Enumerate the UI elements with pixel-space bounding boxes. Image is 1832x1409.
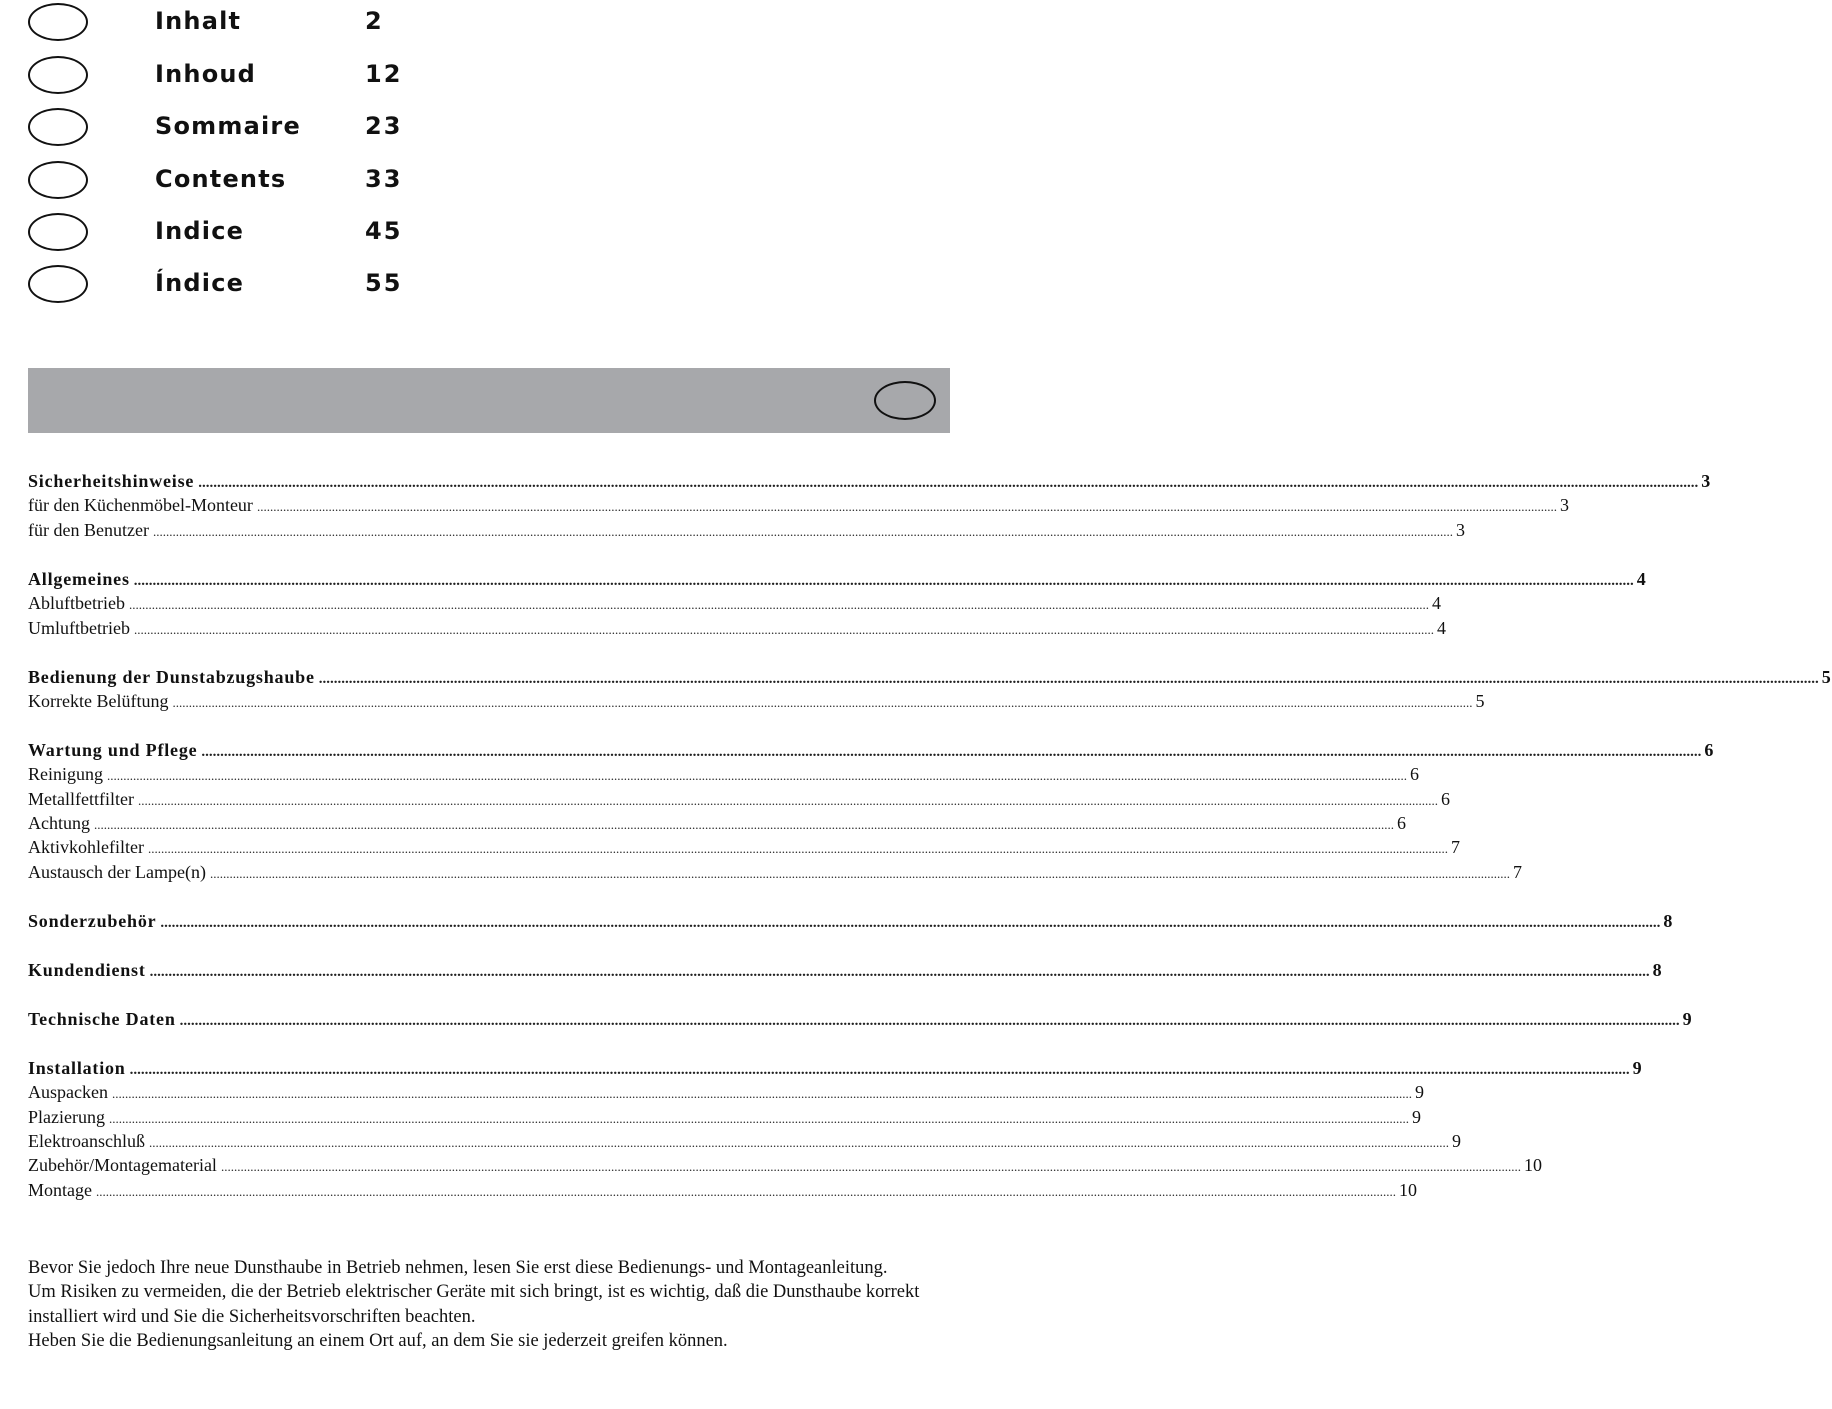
dot-leader: ................................................................................................................................................................................................................................................................................................................................................................................................................: [179, 1012, 1680, 1029]
dot-leader: ................................................................................................................................................................................................................................................................................................................................................................................................................: [111, 1086, 1412, 1102]
dot-leader: ................................................................................................................................................................................................................................................................................................................................................................................................................: [129, 1061, 1630, 1078]
language-contents-title: Indice: [155, 217, 245, 245]
toc-subentry-row: [28, 616, 1446, 640]
toc-heading-row: [28, 738, 1715, 762]
intro-text: [28, 1256, 948, 1354]
toc-subentry-row: [28, 1129, 1461, 1153]
toc-heading-row: [28, 1056, 1643, 1080]
toc-subentry-row: [28, 860, 1522, 884]
toc-page-number: 4: [1431, 593, 1441, 614]
dot-leader: ................................................................................................................................................................................................................................................................................................................................................................................................................: [107, 768, 1407, 784]
language-start-page: 33: [365, 165, 403, 193]
dot-leader: ................................................................................................................................................................................................................................................................................................................................................................................................................: [147, 841, 1448, 857]
language-row: [28, 56, 448, 96]
toc-subentry-row: [28, 1178, 1417, 1202]
dot-leader: ................................................................................................................................................................................................................................................................................................................................................................................................................: [318, 670, 1819, 687]
toc-heading-row: [28, 1007, 1693, 1031]
toc-entry-label: Technische Daten: [28, 1008, 176, 1029]
language-start-page: 12: [365, 60, 403, 88]
language-contents-title: Sommaire: [155, 112, 301, 140]
language-start-page: 23: [365, 112, 403, 140]
language-badge-oval: [28, 213, 88, 251]
language-row: [28, 161, 448, 201]
language-badge-oval: [28, 108, 88, 146]
dot-leader: ................................................................................................................................................................................................................................................................................................................................................................................................................: [108, 1110, 1409, 1126]
toc-section: [28, 738, 1715, 884]
toc-page-number: 5: [1821, 666, 1832, 687]
toc-entry-label: Wartung und Pflege: [28, 739, 198, 760]
language-start-page: 45: [365, 217, 403, 245]
toc-page-number: 3: [1455, 519, 1465, 540]
intro-paragraph: Um Risiken zu vermeiden, die der Betrieb elektrischer Geräte mit sich bringt, ist es wichtig, daß die Dunsthaube korrekt installiert wird und Sie die Sicherheitsvorschriften beachten.: [28, 1282, 920, 1327]
dot-leader: ................................................................................................................................................................................................................................................................................................................................................................................................................: [152, 523, 1453, 539]
toc-page-number: 9: [1411, 1106, 1421, 1127]
toc-entry-label: Kundendienst: [28, 959, 146, 980]
toc-page-number: 6: [1410, 764, 1419, 785]
toc-entry-label: Sicherheitshinweise: [28, 471, 195, 491]
toc-section: [28, 469, 1712, 542]
toc-entry-label: für den Benutzer: [28, 519, 149, 540]
toc-page-number: 10: [1398, 1179, 1417, 1200]
language-contents-title: Inhoud: [155, 60, 257, 88]
language-badge-oval: [28, 161, 88, 199]
toc-section: [28, 567, 1647, 640]
language-badge-oval: [874, 381, 936, 420]
toc-subentry-row: [28, 762, 1419, 786]
toc-entry-label: Zubehör/Montagematerial: [28, 1155, 217, 1176]
language-start-page: 2: [365, 7, 384, 35]
intro-paragraph: Bevor Sie jedoch Ihre neue Dunsthaube in Betrieb nehmen, lesen Sie erst diese Bedienungs- und Montageanleitung.: [28, 1258, 888, 1278]
toc-entry-label: Achtung: [28, 813, 90, 834]
dot-leader: ................................................................................................................................................................................................................................................................................................................................................................................................................: [209, 865, 1510, 881]
toc-heading-row: [28, 665, 1832, 689]
dot-leader: ................................................................................................................................................................................................................................................................................................................................................................................................................: [95, 1183, 1396, 1199]
toc-subentry-row: [28, 1080, 1424, 1104]
language-row: [28, 3, 448, 43]
dot-leader: ................................................................................................................................................................................................................................................................................................................................................................................................................: [148, 1134, 1449, 1150]
language-badge-oval: [28, 3, 88, 41]
dot-leader: ................................................................................................................................................................................................................................................................................................................................................................................................................: [201, 743, 1702, 760]
toc-subentry-row: [28, 689, 1485, 713]
toc-page-number: 9: [1632, 1057, 1643, 1078]
toc-section: [28, 909, 1674, 933]
toc-subentry-row: [28, 518, 1465, 542]
toc-entry-label: Montage: [28, 1179, 92, 1200]
toc-entry-label: Elektroanschluß: [28, 1130, 145, 1151]
toc-page-number: 8: [1652, 959, 1663, 980]
toc-entry-label: Reinigung: [28, 764, 103, 785]
toc-page-number: 3: [1701, 471, 1712, 491]
toc-heading-row: [28, 469, 1712, 493]
toc-page-number: 9: [1682, 1008, 1693, 1029]
toc-subentry-row: [28, 1153, 1542, 1177]
toc-heading-row: [28, 909, 1674, 933]
toc-entry-label: Sonderzubehör: [28, 910, 157, 931]
dot-leader: ................................................................................................................................................................................................................................................................................................................................................................................................................: [137, 792, 1438, 808]
toc-entry-label: Plazierung: [28, 1106, 105, 1127]
toc-subentry-row: [28, 493, 1569, 517]
toc-page-number: 9: [1414, 1082, 1424, 1103]
toc-page-number: 6: [1440, 788, 1450, 809]
language-badge-oval: [28, 265, 88, 303]
table-of-contents: [28, 469, 1832, 1227]
dot-leader: ................................................................................................................................................................................................................................................................................................................................................................................................................: [133, 572, 1634, 589]
language-contents-title: Índice: [155, 269, 245, 297]
toc-page-number: 3: [1559, 495, 1569, 516]
dot-leader: ................................................................................................................................................................................................................................................................................................................................................................................................................: [198, 475, 1699, 491]
toc-subentry-row: [28, 591, 1441, 615]
toc-subentry-row: [28, 835, 1460, 859]
toc-entry-label: Umluftbetrieb: [28, 617, 130, 638]
toc-entry-label: Metallfettfilter: [28, 788, 134, 809]
toc-page-number: 4: [1636, 568, 1647, 589]
dot-leader: ................................................................................................................................................................................................................................................................................................................................................................................................................: [94, 817, 1394, 833]
dot-leader: ................................................................................................................................................................................................................................................................................................................................................................................................................: [133, 621, 1434, 637]
language-row: [28, 265, 448, 305]
toc-entry-label: Allgemeines: [28, 568, 130, 589]
dot-leader: ................................................................................................................................................................................................................................................................................................................................................................................................................: [128, 597, 1429, 613]
toc-page-number: 6: [1704, 739, 1715, 760]
language-row: [28, 213, 448, 253]
toc-subentry-row: [28, 1105, 1421, 1129]
toc-entry-label: Installation: [28, 1057, 126, 1078]
language-contents-title: Inhalt: [155, 7, 242, 35]
toc-entry-label: Austausch der Lampe(n): [28, 861, 206, 882]
dot-leader: ................................................................................................................................................................................................................................................................................................................................................................................................................: [149, 963, 1650, 980]
toc-page-number: 6: [1397, 813, 1406, 834]
dot-leader: ................................................................................................................................................................................................................................................................................................................................................................................................................: [172, 694, 1473, 710]
toc-section: [28, 665, 1832, 714]
dot-leader: ................................................................................................................................................................................................................................................................................................................................................................................................................: [160, 914, 1661, 931]
toc-entry-label: Abluftbetrieb: [28, 593, 125, 614]
language-badge-oval: [28, 56, 88, 94]
language-row: [28, 108, 448, 148]
toc-entry-label: Aktivkohlefilter: [28, 837, 144, 858]
toc-page-number: 9: [1451, 1130, 1461, 1151]
toc-section: [28, 1007, 1693, 1031]
toc-entry-label: Bedienung der Dunstabzugshaube: [28, 666, 315, 687]
language-contents-title: Contents: [155, 165, 287, 193]
toc-page-number: 7: [1450, 837, 1460, 858]
toc-subentry-row: [28, 811, 1406, 835]
toc-subentry-row: [28, 787, 1450, 811]
toc-page-number: 7: [1512, 861, 1522, 882]
toc-entry-label: für den Küchenmöbel-Monteur: [28, 495, 253, 516]
toc-page-number: 4: [1436, 617, 1446, 638]
toc-page-number: 5: [1475, 690, 1485, 711]
toc-page-number: 8: [1663, 910, 1674, 931]
toc-heading-row: [28, 958, 1663, 982]
toc-entry-label: Auspacken: [28, 1082, 108, 1103]
language-start-page: 55: [365, 269, 403, 297]
toc-heading-row: [28, 567, 1647, 591]
toc-page-number: 10: [1523, 1155, 1542, 1176]
dot-leader: ................................................................................................................................................................................................................................................................................................................................................................................................................: [256, 499, 1557, 515]
dot-leader: ................................................................................................................................................................................................................................................................................................................................................................................................................: [220, 1159, 1521, 1175]
toc-section: [28, 1056, 1643, 1202]
section-header-band: [28, 368, 950, 433]
toc-entry-label: Korrekte Belüftung: [28, 690, 169, 711]
toc-section: [28, 958, 1663, 982]
intro-paragraph: Heben Sie die Bedienungsanleitung an einem Ort auf, an dem Sie sie jederzeit greifen können.: [28, 1331, 728, 1352]
